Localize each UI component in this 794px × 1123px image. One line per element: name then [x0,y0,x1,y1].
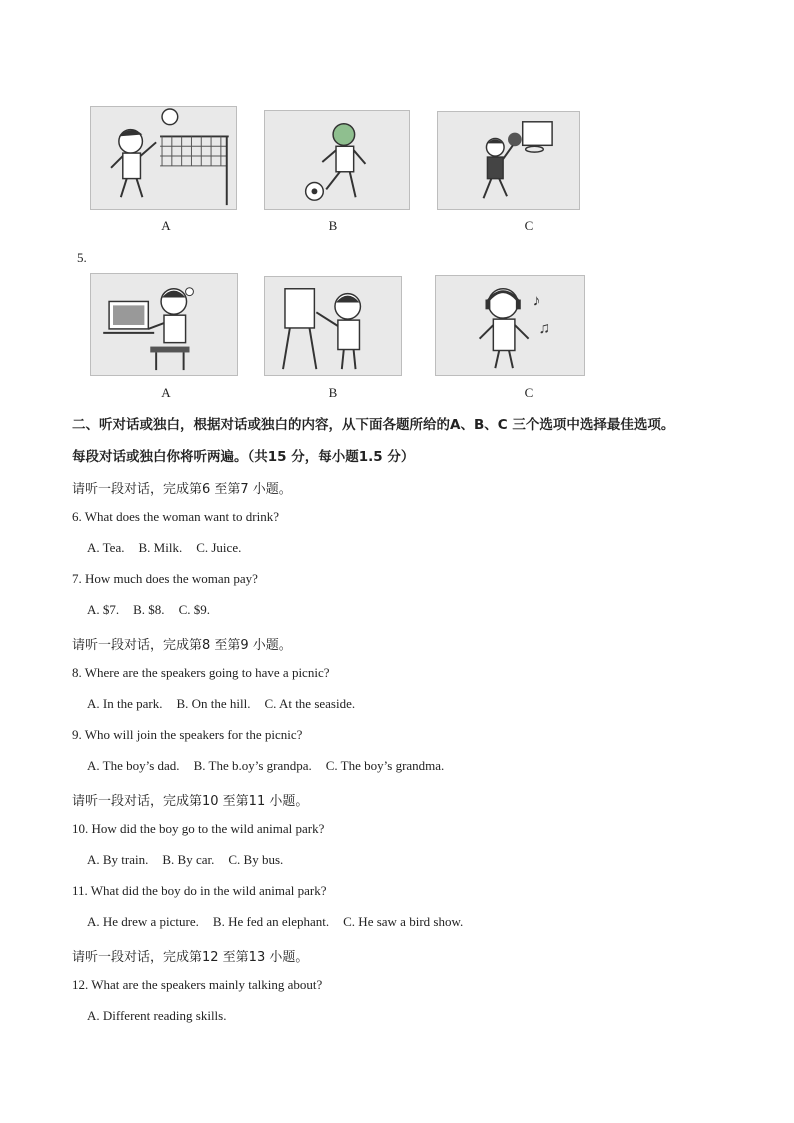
svg-text:♪: ♪ [532,292,541,310]
q4-image-a [90,106,237,210]
option-c[interactable]: C. The boy’s grandma. [325,758,445,773]
option-c[interactable]: C. By bus. [228,852,284,867]
q5-label-a: A [161,385,171,400]
q5-number: 5. [77,250,87,265]
question-7: 7. How much does the woman pay? [72,571,258,586]
section-heading-line1: 二、听对话或独白，根据对话或独白的内容，从下面各题所给的A、B、C 三个选项中选择最佳选项。 [72,417,675,433]
q5-image-c [435,275,585,376]
question-12: 12. What are the speakers mainly talking about? [72,977,323,992]
group-instruction-8-9: 请听一段对话，完成第8 至第9 小题。 [72,638,292,653]
question-8-options [87,696,369,712]
option-a[interactable]: A. Different reading skills. [87,1008,227,1023]
q4-label-c: C [524,218,534,233]
option-b[interactable]: B. Milk. [138,540,183,555]
basketball-boy-icon [438,112,579,209]
question-12-options [87,1008,240,1024]
q4-image-c [437,111,580,210]
q5-label-b: B [328,385,338,400]
option-c[interactable]: C. At the seaside. [264,696,356,711]
option-c[interactable]: C. Juice. [196,540,242,555]
option-c[interactable]: C. He saw a bird show. [343,914,464,929]
girl-computer-icon [91,274,237,375]
option-c[interactable]: C. $9. [178,602,210,617]
question-8: 8. Where are the speakers going to have a picnic? [72,665,330,680]
group-instruction-6-7: 请听一段对话，完成第6 至第7 小题。 [72,482,292,497]
option-a[interactable]: A. $7. [87,602,120,617]
q5-image-a [90,273,238,376]
option-a[interactable]: A. He drew a picture. [87,914,199,929]
question-10-options [87,852,297,868]
option-a[interactable]: A. By train. [87,852,149,867]
q4-image-b [264,110,410,210]
q5-image-b [264,276,402,376]
q4-label-a: A [161,218,171,233]
option-b[interactable]: B. The b.oy’s grandpa. [193,758,312,773]
question-9-options [87,758,458,774]
option-a[interactable]: A. The boy’s dad. [87,758,180,773]
girl-painting-icon [265,277,401,375]
option-b[interactable]: B. $8. [133,602,165,617]
section-heading-line2: 每段对话或独白你将听两遍。（共15 分，每小题1.5 分） [72,449,415,465]
option-b[interactable]: B. By car. [162,852,215,867]
soccer-boy-icon [265,111,409,209]
question-9: 9. Who will join the speakers for the picnic? [72,727,303,742]
question-11: 11. What did the boy do in the wild animal park? [72,883,327,898]
q5-label-c: C [524,385,534,400]
svg-text:♫: ♫ [538,319,551,337]
question-11-options [87,914,477,930]
q4-label-b: B [328,218,338,233]
girl-music-icon [436,276,584,375]
volleyball-boy-icon [91,107,236,209]
question-7-options [87,602,224,618]
group-instruction-10-11: 请听一段对话，完成第10 至第11 小题。 [72,794,309,809]
option-a[interactable]: A. Tea. [87,540,125,555]
option-b[interactable]: B. He fed an elephant. [212,914,330,929]
question-6-options [87,540,255,556]
question-6: 6. What does the woman want to drink? [72,509,279,524]
group-instruction-12-13: 请听一段对话，完成第12 至第13 小题。 [72,950,309,965]
option-b[interactable]: B. On the hill. [176,696,251,711]
question-10: 10. How did the boy go to the wild animal park? [72,821,325,836]
option-a[interactable]: A. In the park. [87,696,163,711]
